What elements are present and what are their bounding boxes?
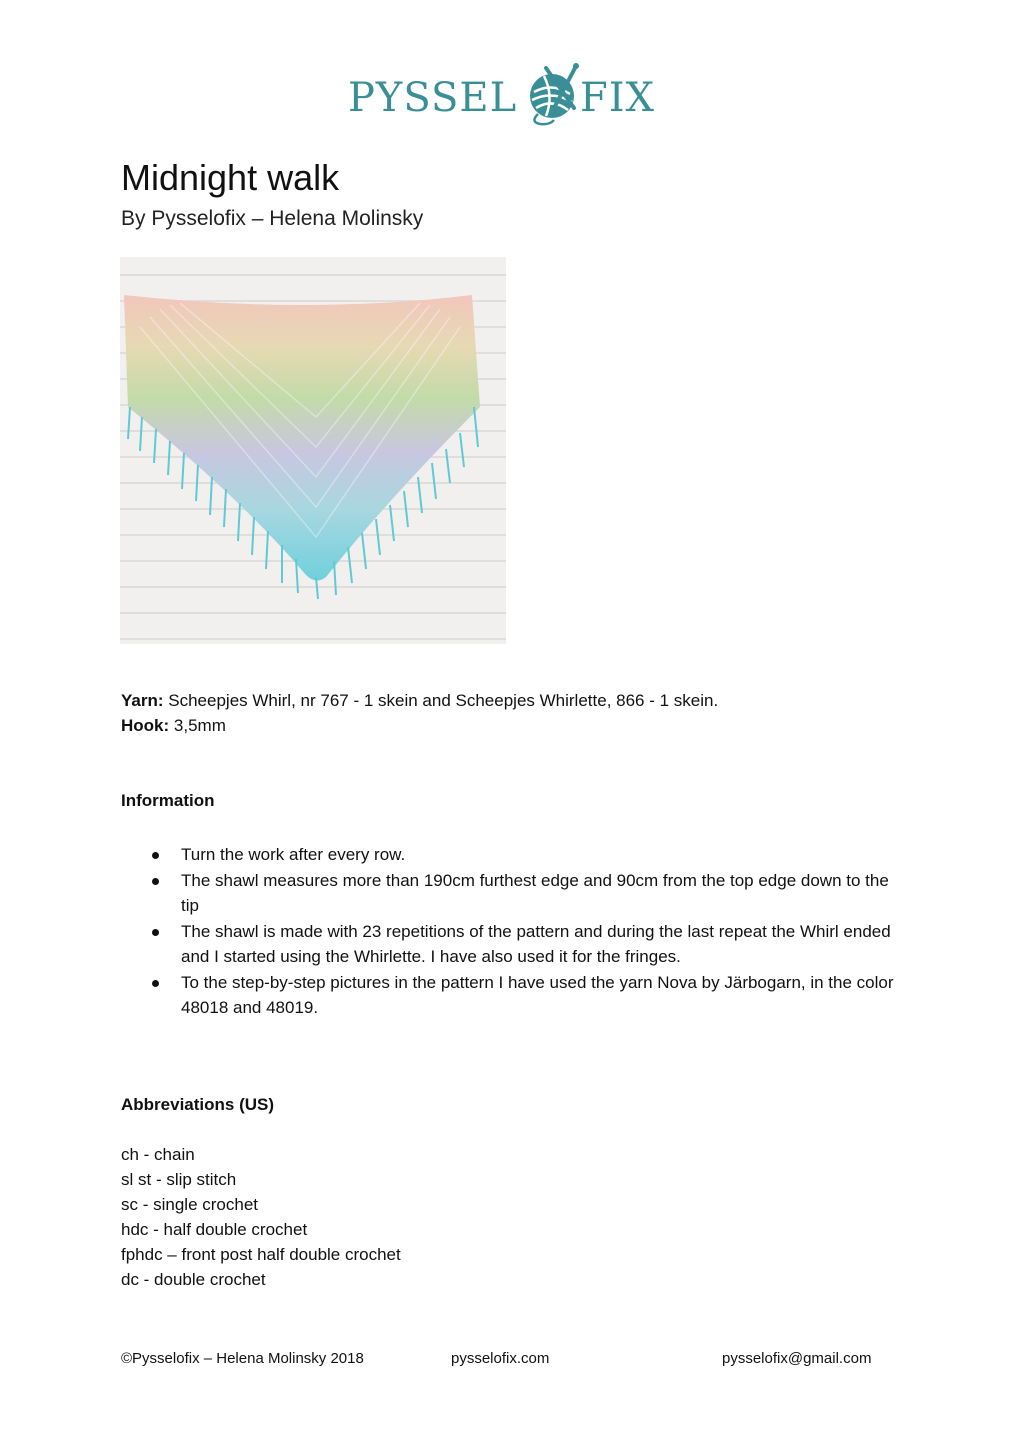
yarn-line <box>121 689 718 713</box>
list-item: The shawl measures more than 190cm furthest edge and 90cm from the top edge down to the tip <box>121 868 901 919</box>
list-item: The shawl is made with 23 repetitions of the pattern and during the last repeat the Whirl ended and I started using the Whirlette. I have also used it for the fringes. <box>121 919 901 970</box>
footer-email[interactable]: pysselofix@gmail.com <box>722 1350 872 1367</box>
abbreviation-item: fphdc – front post half double crochet <box>121 1245 401 1264</box>
document-title: Midnight walk <box>121 157 340 198</box>
yarn-label: Yarn: <box>121 691 164 710</box>
hook-line <box>121 714 226 738</box>
abbreviation-item: sl st - slip stitch <box>121 1170 237 1189</box>
list-item: Turn the work after every row. <box>121 842 901 868</box>
abbreviation-item: ch - chain <box>121 1145 195 1164</box>
abbreviation-item: dc - double crochet <box>121 1270 266 1289</box>
abbreviations-heading: Abbreviations (US) <box>121 1095 275 1114</box>
hook-value: 3,5mm <box>169 716 226 735</box>
logo-text-right: FIX <box>580 75 656 121</box>
abbreviations-list <box>121 1142 401 1292</box>
yarn-value: Scheepjes Whirl, nr 767 - 1 skein and Scheepjes Whirlette, 866 - 1 skein. <box>163 691 719 710</box>
document-subtitle: By Pysselofix – Helena Molinsky <box>121 207 424 230</box>
shawl-photo <box>120 257 506 644</box>
yarn-ball-icon <box>524 62 584 126</box>
list-item: To the step-by-step pictures in the pattern I have used the yarn Nova by Järbogarn, in the color 48018 and 48019. <box>121 970 901 1021</box>
bullet-icon <box>152 878 159 885</box>
bullet-icon <box>152 980 159 987</box>
information-list <box>121 842 901 1021</box>
abbreviation-item: sc - single crochet <box>121 1195 258 1214</box>
bullet-icon <box>152 929 159 936</box>
hook-label: Hook: <box>121 716 170 735</box>
footer-website[interactable]: pysselofix.com <box>451 1350 550 1367</box>
footer-copyright: ©Pysselofix – Helena Molinsky 2018 <box>121 1350 364 1367</box>
abbreviation-item: hdc - half double crochet <box>121 1220 308 1239</box>
logo-text-left: PYSSEL <box>348 75 518 121</box>
bullet-icon <box>152 852 159 859</box>
information-heading: Information <box>121 791 215 810</box>
brand-logo <box>348 60 664 128</box>
